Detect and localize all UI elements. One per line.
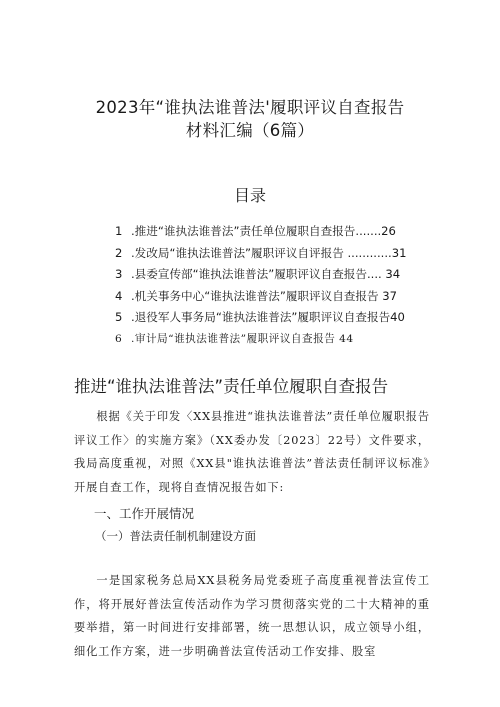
- toc-item-number: 3: [115, 267, 123, 282]
- table-of-contents: [115, 221, 495, 351]
- toc-item-number: 2: [115, 245, 123, 260]
- toc-item-text: .县委宣传部“谁执法谁普法”履职评议自查报告.... 34: [131, 267, 401, 282]
- toc-item-number: 6: [115, 332, 123, 345]
- toc-item-text: .审计局“谁执法谁普法”履职评议自查报告 44: [131, 332, 354, 345]
- toc-item-text: .退役军人事务局“谁执法谁普法”履职评议自查报告40: [131, 310, 405, 325]
- document-title-line-2: 材料汇编（6篇）: [185, 121, 315, 140]
- toc-item-4[interactable]: [115, 286, 495, 308]
- toc-heading: 目录: [233, 186, 266, 205]
- toc-item-number: 4: [115, 288, 123, 303]
- toc-item-6[interactable]: [115, 329, 495, 351]
- toc-item-2[interactable]: [115, 243, 495, 265]
- toc-item-number: 5: [115, 310, 123, 325]
- heading-level-3: （一）普法责任制机制建设方面: [95, 529, 256, 543]
- toc-item-text: .推进“谁执法谁普法”责任单位履职自查报告.......26: [131, 224, 396, 238]
- toc-item-1[interactable]: [115, 221, 495, 243]
- heading-level-2: 一、工作开展情况: [94, 506, 195, 521]
- document-title-line-1: 2023年“谁执法谁普法'履职评议自查报告: [95, 98, 405, 117]
- section-title: 推进“谁执法谁普法”责任单位履职自查报告: [74, 377, 389, 396]
- body-paragraph-2: 一是国家税务总局XX县税务局党委班子高度重视普法宣传工作，将开展好普法宣传活动作为学习贯彻落实党的二十大精神的重要举措，第一时间进行安排部署，统一思想认识，成立领导小组，细化工作方案，进一步明确普法宣传活动工作安排、股室: [74, 574, 430, 658]
- body-paragraph-1: 根据《关于印发〈XX县推进“谁执法谁普法”责任单位履职报告评议工作〉的实施方案》（XX委办发〔2023〕22号）文件要求，我局高度重视，对照《XX县"谁执法谁普法”普法责任制评议标准》开展自查工作，现将自查情况报告如下:: [74, 410, 430, 494]
- toc-item-number: 1: [115, 224, 123, 238]
- toc-item-5[interactable]: [115, 307, 495, 329]
- toc-item-3[interactable]: [115, 264, 495, 286]
- toc-item-text: .机关事务中心“谁执法谁普法”履职评议自查报告 37: [131, 288, 398, 303]
- toc-item-text: .发改局“谁执法谁普法”履职评议自评报告 ............31: [131, 245, 407, 260]
